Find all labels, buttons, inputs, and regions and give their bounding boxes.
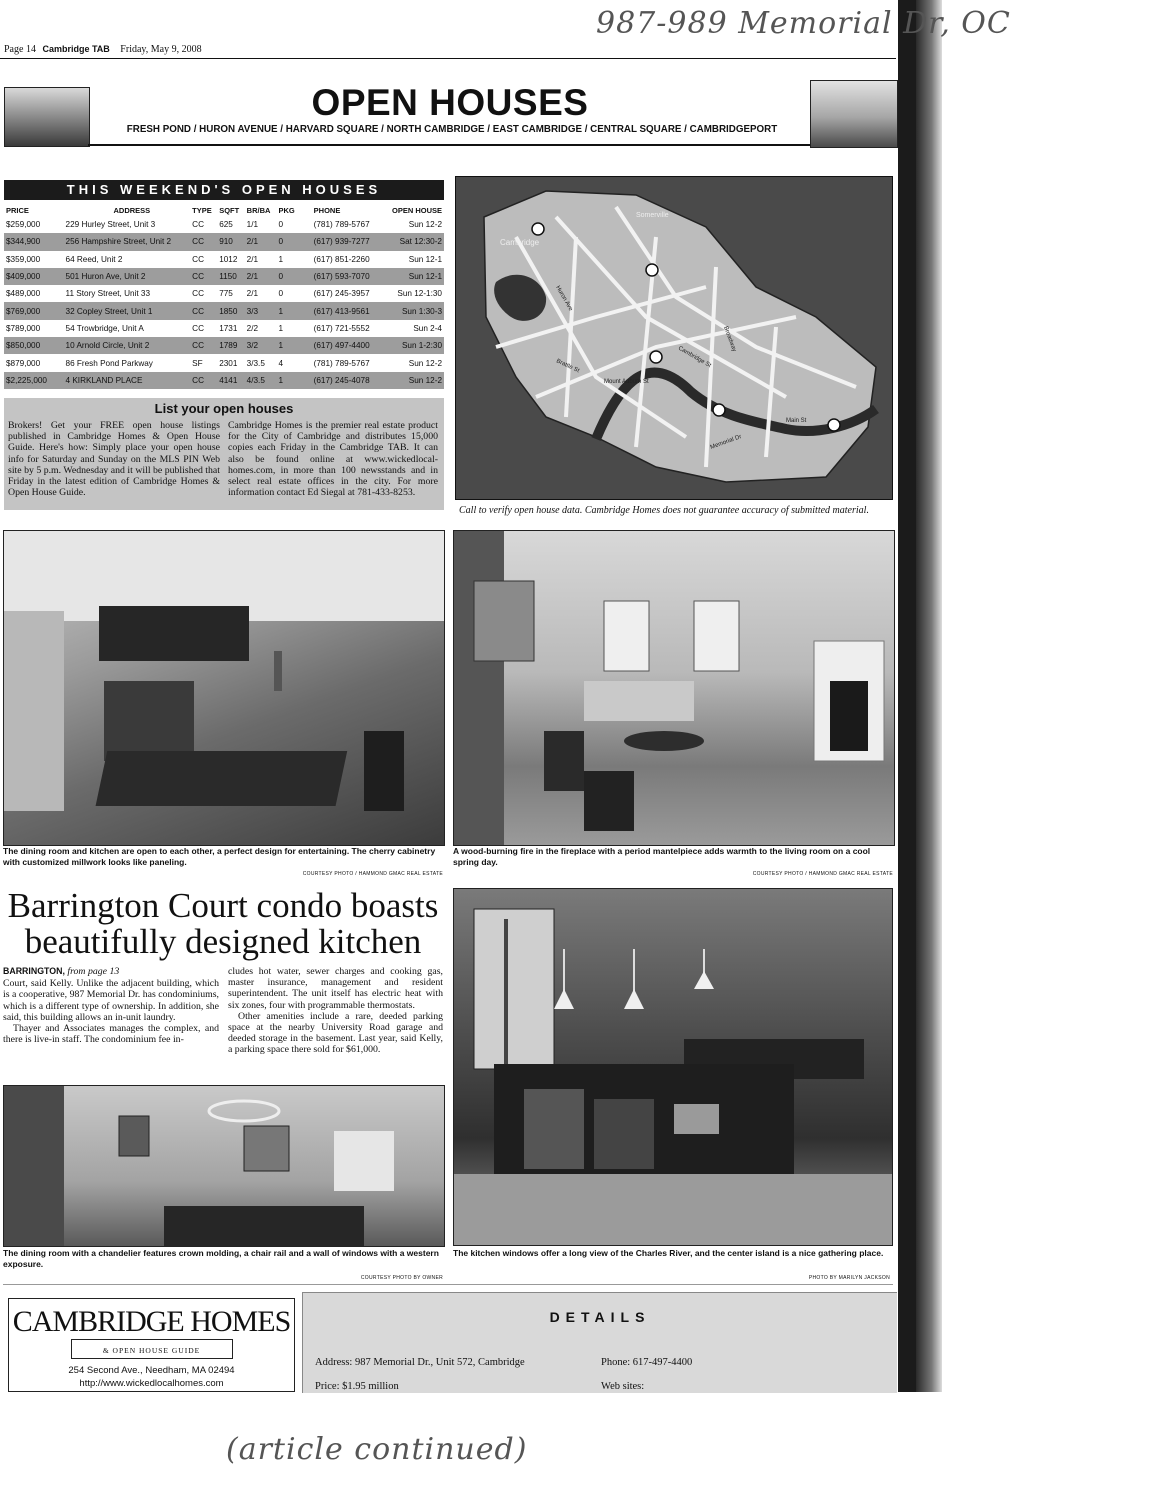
listing-type: CC bbox=[190, 372, 217, 389]
article-col-1-text: Court, said Kelly. Unlike the adjacent building, which is a cooperative, 987 Memorial Dr. has condominiums, which is a different type of ownership. In addition, she said, this building allows an in-unit laundry. bbox=[3, 978, 219, 1023]
listing-phone: (617) 245-3957 bbox=[313, 289, 370, 299]
map-label-brattle: Brattle St bbox=[555, 358, 581, 375]
listing-brba: 2/1 bbox=[246, 289, 259, 299]
listing-brba: 2/1 bbox=[245, 268, 277, 285]
handwritten-note-bottom: (article continued) bbox=[226, 1432, 528, 1467]
listing-pkg: 1 bbox=[278, 323, 284, 333]
caption-living-room: A wood-burning fire in the fireplace with a period mantelpiece adds warmth to the living room on a cool spring day. bbox=[453, 846, 871, 867]
listing-price: $850,000 bbox=[4, 337, 56, 354]
handwritten-note-top: 987-989 Memorial Dr, OC bbox=[596, 6, 1011, 41]
listing-row bbox=[4, 302, 444, 319]
caption-kitchen: The kitchen windows offer a long view of the Charles River, and the center island is a nice gathering place. bbox=[453, 1248, 884, 1258]
listing-type: CC bbox=[190, 233, 217, 250]
ad-brand: CAMBRIDGE HOMES bbox=[12, 1305, 291, 1338]
headline-line-2: beautifully designed kitchen bbox=[24, 922, 422, 961]
col-brba: BR/BA bbox=[246, 206, 271, 215]
listing-open-house: Sun 1-2:30 bbox=[382, 337, 444, 354]
article-col-2 bbox=[228, 966, 443, 1056]
listing-open-house: Sun 12-1 bbox=[382, 268, 444, 285]
listing-price: $2,225,000 bbox=[4, 372, 56, 389]
details-address-value: 987 Memorial Dr., Unit 572, Cambridge bbox=[354, 1357, 525, 1368]
listing-address: 64 Reed, Unit 2 bbox=[65, 254, 123, 264]
listing-type: CC bbox=[192, 254, 204, 264]
listing-row bbox=[4, 233, 444, 250]
article-col-1 bbox=[3, 966, 219, 1045]
cambridge-homes-ad bbox=[8, 1298, 295, 1392]
listings-title: THIS WEEKEND'S OPEN HOUSES bbox=[66, 182, 382, 197]
details-price-value: $1.95 million bbox=[342, 1381, 399, 1392]
listing-pkg: 0 bbox=[276, 268, 299, 285]
header-photo-left bbox=[4, 87, 90, 147]
photo-living-room-art bbox=[454, 531, 894, 845]
map-label-mount-auburn: Mount Auburn St bbox=[604, 379, 649, 385]
listing-phone: (617) 413-9561 bbox=[300, 302, 382, 319]
listing-type: CC bbox=[192, 289, 204, 299]
listing-pkg: 1 bbox=[278, 254, 284, 264]
listing-address: 4 KIRKLAND PLACE bbox=[56, 372, 191, 389]
section-title: OPEN HOUSES bbox=[311, 82, 589, 123]
neighborhood-list: FRESH POND / HURON AVENUE / HARVARD SQUARE / NORTH CAMBRIDGE / EAST CAMBRIDGE / CENTRAL SQUARE / CAMBRIDGEPORT bbox=[126, 124, 778, 135]
listing-open-house: Sun 12-2 bbox=[382, 372, 444, 389]
article-col-2-text-b: Other amenities include a rare, deeded parking space at the nearby University Road garage and deeded storage in the basement. Last year, said Kelly, a parking space there sold for $61,000. bbox=[228, 1010, 443, 1056]
listing-type: CC bbox=[192, 220, 204, 230]
listing-address: 86 Fresh Pond Parkway bbox=[65, 358, 153, 368]
listing-pkg: 0 bbox=[278, 220, 284, 230]
area-map bbox=[455, 176, 893, 500]
map-disclaimer: Call to verify open house data. Cambridge Homes does not guarantee accuracy of submitted material. bbox=[459, 505, 869, 516]
listing-pkg: 1 bbox=[276, 372, 299, 389]
credit-living-room: COURTESY PHOTO / HAMMOND GMAC REAL ESTATE bbox=[752, 871, 893, 877]
article-jump-label: BARRINGTON, bbox=[3, 966, 65, 976]
area-map-svg bbox=[456, 177, 892, 499]
col-address: ADDRESS bbox=[113, 206, 151, 215]
headline-line-1: Barrington Court condo boasts bbox=[7, 886, 439, 925]
listing-pkg: 0 bbox=[276, 233, 299, 250]
listing-phone: (617) 939-7277 bbox=[300, 233, 382, 250]
credit-dining-chandelier: COURTESY PHOTO BY OWNER bbox=[360, 1275, 443, 1281]
details-price bbox=[315, 1381, 399, 1392]
listing-pkg: 4 bbox=[278, 358, 284, 368]
listing-row bbox=[4, 268, 444, 285]
photo-kitchen bbox=[453, 888, 893, 1246]
scan-edge-gradient bbox=[916, 0, 942, 1392]
bottom-rule bbox=[3, 1284, 893, 1285]
details-title: DETAILS bbox=[549, 1309, 651, 1325]
listing-phone: (617) 245-4078 bbox=[300, 372, 382, 389]
listing-row bbox=[4, 320, 444, 337]
details-phone bbox=[601, 1357, 692, 1368]
listing-brba: 1/1 bbox=[246, 220, 259, 230]
listing-row bbox=[4, 354, 444, 371]
listing-brba: 2/2 bbox=[246, 323, 259, 333]
folio bbox=[4, 44, 202, 55]
col-phone: PHONE bbox=[313, 206, 341, 215]
credit-kitchen: PHOTO BY MARILYN JACKSON bbox=[808, 1275, 890, 1281]
listing-type: CC bbox=[190, 268, 217, 285]
listing-brba: 3/3.5 bbox=[246, 358, 265, 368]
listing-brba: 3/3 bbox=[245, 302, 277, 319]
listing-sqft: 775 bbox=[219, 289, 233, 299]
listing-price: $489,000 bbox=[6, 289, 41, 299]
header-rule bbox=[88, 144, 810, 146]
listing-address: 54 Trowbridge, Unit A bbox=[65, 323, 144, 333]
listing-address: 229 Hurley Street, Unit 3 bbox=[65, 220, 156, 230]
listing-open-house: Sun 2-4 bbox=[413, 323, 442, 333]
listings-body bbox=[4, 216, 444, 389]
listings-table-wrap bbox=[4, 205, 444, 389]
listings-header-row bbox=[4, 205, 444, 216]
col-price: PRICE bbox=[6, 206, 29, 215]
listing-row bbox=[4, 216, 444, 233]
details-phone-value: 617-497-4400 bbox=[632, 1357, 693, 1368]
article-jump-from: from page 13 bbox=[67, 966, 120, 977]
credit-dining-kitchen: COURTESY PHOTO / HAMMOND GMAC REAL ESTATE bbox=[302, 871, 443, 877]
folio-date: Friday, May 9, 2008 bbox=[120, 44, 202, 55]
photo-dining-kitchen bbox=[3, 530, 445, 846]
folio-rule bbox=[0, 58, 896, 59]
listing-open-house: Sat 12:30-2 bbox=[382, 233, 444, 250]
listing-pkg: 1 bbox=[276, 302, 299, 319]
details-phone-label: Phone: bbox=[601, 1357, 631, 1368]
listings-title-bar bbox=[4, 180, 444, 200]
listing-open-house: Sun 12-2 bbox=[408, 358, 442, 368]
col-open: OPEN HOUSE bbox=[391, 206, 442, 215]
article-jump bbox=[3, 966, 219, 977]
listing-phone: (617) 721-5552 bbox=[313, 323, 370, 333]
listing-brba: 2/1 bbox=[245, 233, 277, 250]
listing-row bbox=[4, 285, 444, 302]
col-pkg: PKG bbox=[278, 206, 295, 215]
listing-price: $359,000 bbox=[6, 254, 41, 264]
caption-dining-kitchen: The dining room and kitchen are open to each other, a perfect design for entertaining. The cherry cabinetry with customized millwork looks like paneling. bbox=[3, 846, 436, 867]
map-label-cambridge: Cambridge bbox=[500, 238, 540, 247]
listing-open-house: Sun 12-1:30 bbox=[397, 289, 442, 299]
col-sqft: SQFT bbox=[219, 206, 240, 215]
listing-price: $789,000 bbox=[6, 323, 41, 333]
listing-row bbox=[4, 372, 444, 389]
listing-sqft: 4141 bbox=[217, 372, 244, 389]
listing-price: $409,000 bbox=[4, 268, 56, 285]
listing-sqft: 1150 bbox=[217, 268, 244, 285]
listing-type: CC bbox=[190, 337, 217, 354]
listing-row bbox=[4, 337, 444, 354]
map-label-huron: Huron Ave bbox=[554, 285, 574, 313]
listing-sqft: 1850 bbox=[217, 302, 244, 319]
ad-tagline: & OPEN HOUSE GUIDE bbox=[102, 1346, 201, 1355]
photo-dining-chandelier bbox=[3, 1085, 445, 1247]
listing-phone: (617) 851-2260 bbox=[313, 254, 370, 264]
listing-address: 10 Arnold Circle, Unit 2 bbox=[56, 337, 191, 354]
listing-address: 11 Story Street, Unit 33 bbox=[65, 289, 151, 299]
article-headline bbox=[3, 888, 443, 960]
details-box bbox=[302, 1292, 897, 1393]
details-address bbox=[315, 1357, 525, 1368]
listing-phone: (617) 593-7070 bbox=[300, 268, 382, 285]
listing-phone: (617) 497-4400 bbox=[300, 337, 382, 354]
listing-price: $879,000 bbox=[6, 358, 41, 368]
photo-kitchen-art bbox=[454, 889, 892, 1245]
listing-address: 256 Hampshire Street, Unit 2 bbox=[56, 233, 191, 250]
list-promo-right: Cambridge Homes is the premier real estate product for the City of Cambridge and distributes 15,000 copies each Friday in the Cambridge TAB. It can also be found online at www.wickedlocal-homes.com, in more than 100 newsstands and in select real estate offices in the city. For more information contact Ed Siegal at 781-433-8253. bbox=[228, 420, 438, 499]
listing-pkg: 1 bbox=[276, 337, 299, 354]
details-address-label: Address: bbox=[315, 1357, 353, 1368]
map-label-cambridge-st: Cambridge St bbox=[677, 345, 712, 370]
listing-row bbox=[4, 251, 444, 268]
listing-sqft: 1789 bbox=[217, 337, 244, 354]
ad-address: 254 Second Ave., Needham, MA 02494 bbox=[68, 1365, 235, 1376]
photo-dining-kitchen-art bbox=[4, 531, 444, 845]
map-label-main-st: Main St bbox=[786, 418, 807, 424]
listing-sqft: 1731 bbox=[219, 323, 238, 333]
header-photo-right bbox=[810, 80, 898, 148]
details-price-label: Price: bbox=[315, 1381, 340, 1392]
folio-page: Page 14 bbox=[4, 44, 36, 55]
listings-table bbox=[4, 205, 444, 389]
listing-phone: (781) 789-5767 bbox=[313, 220, 370, 230]
ad-tagline-wrap bbox=[71, 1339, 233, 1359]
listing-price: $344,900 bbox=[4, 233, 56, 250]
details-web: Web sites: bbox=[601, 1381, 645, 1392]
photo-dining-chandelier-art bbox=[4, 1086, 444, 1246]
caption-dining-chandelier: The dining room with a chandelier features crown molding, a chair rail and a wall of windows with a western exposure. bbox=[3, 1248, 439, 1269]
listing-sqft: 910 bbox=[217, 233, 244, 250]
listing-open-house: Sun 12-1 bbox=[408, 254, 442, 264]
listing-price: $769,000 bbox=[4, 302, 56, 319]
listing-sqft: 2301 bbox=[219, 358, 238, 368]
listing-type: CC bbox=[190, 302, 217, 319]
listing-sqft: 1012 bbox=[219, 254, 238, 264]
listing-type: SF bbox=[192, 358, 203, 368]
listing-pkg: 0 bbox=[278, 289, 284, 299]
listing-address: 32 Copley Street, Unit 1 bbox=[56, 302, 191, 319]
listing-sqft: 625 bbox=[219, 220, 233, 230]
listing-phone: (781) 789-5767 bbox=[313, 358, 370, 368]
col-type: TYPE bbox=[192, 206, 212, 215]
listing-open-house: Sun 1:30-3 bbox=[382, 302, 444, 319]
map-label-somerville: Somerville bbox=[636, 212, 669, 219]
list-promo-left: Brokers! Get your FREE open house listings published in Cambridge Homes & Open House Guide. Here's how: Simply place your open house info for Saturday and Sunday on the MLS PIN Web site by 5 p.m. Wednesday and it will be published that Friday in the latest edition of Cambridge Homes & Open House Guide. bbox=[8, 420, 220, 499]
article-col-1-text-b: Thayer and Associates manages the complex, and there is live-in staff. The condominium fee in- bbox=[3, 1023, 219, 1046]
folio-paper: Cambridge TAB bbox=[42, 44, 110, 54]
listing-open-house: Sun 12-2 bbox=[408, 220, 442, 230]
listing-brba: 2/1 bbox=[246, 254, 259, 264]
map-label-broadway: Broadway bbox=[722, 325, 737, 353]
ad-url: http://www.wickedlocalhomes.com bbox=[79, 1378, 224, 1389]
photo-living-room bbox=[453, 530, 895, 846]
listing-type: CC bbox=[192, 323, 204, 333]
list-promo-heading: List your open houses bbox=[154, 401, 294, 416]
listing-brba: 3/2 bbox=[245, 337, 277, 354]
listing-price: $259,000 bbox=[6, 220, 41, 230]
map-label-memorial: Memorial Dr bbox=[709, 434, 743, 451]
listing-address: 501 Huron Ave, Unit 2 bbox=[56, 268, 191, 285]
article-col-2-text: cludes hot water, sewer charges and cooking gas, master insurance, management and resident superintendent. The unit itself has electric heat with six zones, four with programmable thermostats. bbox=[228, 966, 443, 1011]
listing-brba: 4/3.5 bbox=[245, 372, 277, 389]
